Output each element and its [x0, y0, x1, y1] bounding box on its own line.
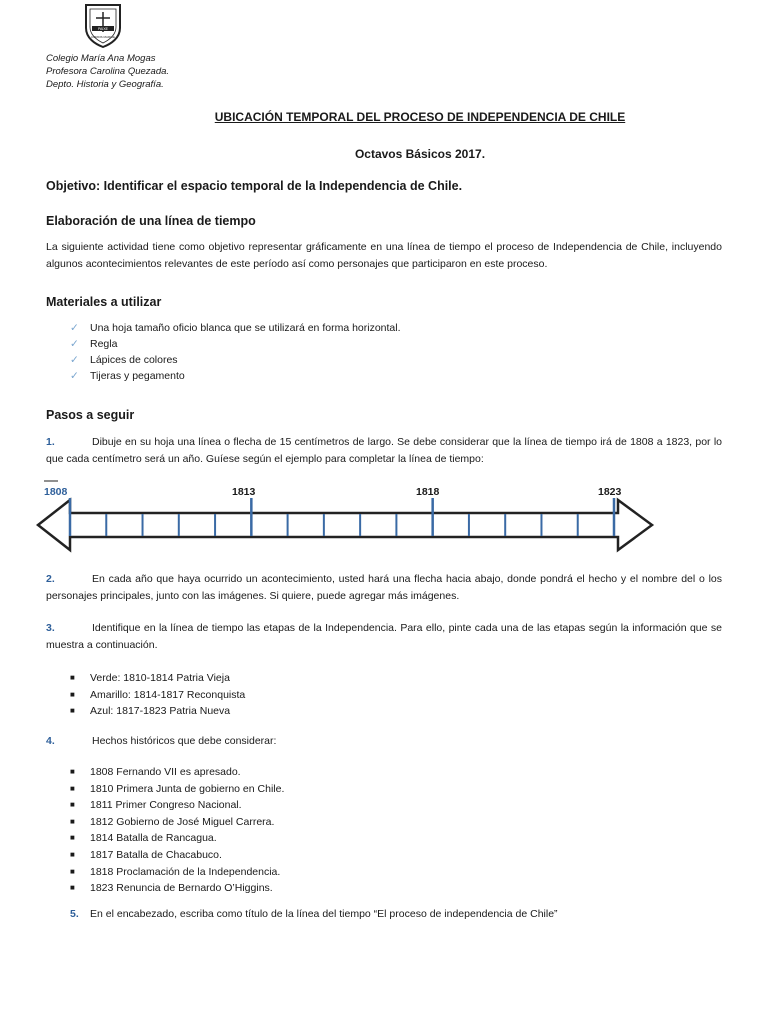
- step-number: 4.: [46, 735, 55, 747]
- step-number: 3.: [46, 622, 55, 634]
- step-number: 2.: [46, 573, 55, 585]
- square-bullet-icon: ■: [70, 849, 75, 859]
- document-title: UBICACIÓN TEMPORAL DEL PROCESO DE INDEPENDENCIA DE CHILE: [214, 110, 626, 124]
- document-subtitle: Octavos Básicos 2017.: [354, 147, 486, 161]
- square-bullet-icon: ■: [70, 767, 75, 776]
- step-2: 2. En cada año que haya ocurrido un acontecimiento, usted hará una flecha hacia abajo, donde pondrá el hecho y el nombre del o los personajes principales, junto con las imágenes. Si quiere, puede agregar más imágenes.: [46, 573, 722, 602]
- list-item: ✓ Una hoja tamaño oficio blanca que se utilizará en forma horizontal.: [70, 322, 401, 334]
- department-name: Depto. Historia y Geografía.: [46, 79, 164, 90]
- list-item: ■ Amarillo: 1814-1817 Reconquista: [70, 688, 246, 701]
- timeline-label-start: 1808: [44, 486, 68, 498]
- section-heading-timeline: Elaboración de una línea de tiempo: [46, 214, 256, 228]
- list-item: ■ 1808 Fernando VII es apresado.: [70, 766, 241, 778]
- school-crest-logo: [83, 2, 123, 48]
- list-item: ✓ Tijeras y pegamento: [70, 370, 185, 382]
- list-item: ■ 1817 Batalla de Chacabuco.: [70, 848, 222, 861]
- steps-heading: Pasos a seguir: [46, 408, 135, 422]
- checkmark-icon: ✓: [70, 338, 79, 350]
- list-item: ✓ Regla: [70, 338, 118, 350]
- materials-list: [70, 320, 401, 384]
- stages-list: [70, 670, 245, 720]
- list-item: ■ 1812 Gobierno de José Miguel Carrera.: [70, 815, 275, 828]
- square-bullet-icon: ■: [70, 706, 75, 716]
- list-item: ■ 1823 Renuncia de Bernardo O’Higgins.: [70, 882, 273, 895]
- list-item: ■ Azul: 1817-1823 Patria Nueva: [70, 705, 231, 718]
- teacher-name: Profesora Carolina Quezada.: [46, 66, 170, 77]
- double-arrow-shape: [38, 500, 652, 550]
- list-item: ■ 1814 Batalla de Rancagua.: [70, 832, 217, 845]
- svg-text:CORDIS MARIAE: CORDIS MARIAE: [90, 35, 116, 39]
- timeline-label: 1818: [416, 486, 440, 498]
- timeline-arrow: [36, 480, 660, 555]
- materials-heading: Materiales a utilizar: [46, 295, 162, 309]
- square-bullet-icon: ■: [70, 866, 75, 876]
- svg-text:PAIXE: PAIXE: [97, 27, 109, 31]
- step-1: 1. Dibuje en su hoja una línea o flecha de 15 centímetros de largo. Se debe considerar que la línea de tiempo irá de 1808 a 1823, por lo que cada centímetro será un año. Guíese según el ejemplo para completar la línea de tiempo:: [46, 436, 722, 465]
- checkmark-icon: ✓: [70, 354, 79, 366]
- list-item: ■ Verde: 1810-1814 Patria Vieja: [70, 672, 230, 684]
- square-bullet-icon: ■: [70, 816, 75, 826]
- square-bullet-icon: ■: [70, 783, 75, 793]
- school-name: Colegio María Ana Mogas: [46, 53, 156, 64]
- square-bullet-icon: ■: [70, 689, 75, 699]
- step-3: 3. Identifique en la línea de tiempo las etapas de la Independencia. Para ello, pinte cada una de las etapas según la información que se muestra a continuación.: [46, 622, 722, 651]
- square-bullet-icon: ■: [70, 673, 75, 682]
- square-bullet-icon: ■: [70, 833, 75, 843]
- timeline-label-end: 1823: [598, 486, 622, 498]
- step-number: 5.: [70, 908, 79, 920]
- objective: Objetivo: Identificar el espacio temporal de la Independencia de Chile.: [46, 179, 463, 193]
- square-bullet-icon: ■: [70, 883, 75, 893]
- events-list: [70, 764, 284, 897]
- square-bullet-icon: ■: [70, 800, 75, 810]
- timeline-label: 1813: [232, 486, 256, 498]
- intro-paragraph: La siguiente actividad tiene como objetivo representar gráficamente en una línea de tiempo el proceso de Independencia de Chile, incluyendo algunos acontecimientos relevantes de este período así como personajes que participaron en este proceso.: [46, 241, 722, 270]
- list-item: ✓ Lápices de colores: [70, 354, 178, 366]
- list-item: ■ 1810 Primera Junta de gobierno en Chile.: [70, 782, 285, 795]
- list-item: ■ 1811 Primer Congreso Nacional.: [70, 799, 242, 812]
- step-number: 1.: [46, 436, 55, 448]
- step-5: 5. En el encabezado, escriba como título de la línea del tiempo “El proceso de independencia de Chile”: [70, 908, 558, 920]
- checkmark-icon: ✓: [70, 322, 79, 334]
- list-item: ■ 1818 Proclamación de la Independencia.: [70, 865, 281, 878]
- checkmark-icon: ✓: [70, 370, 79, 382]
- step-4: 4. Hechos históricos que debe considerar:: [46, 733, 722, 750]
